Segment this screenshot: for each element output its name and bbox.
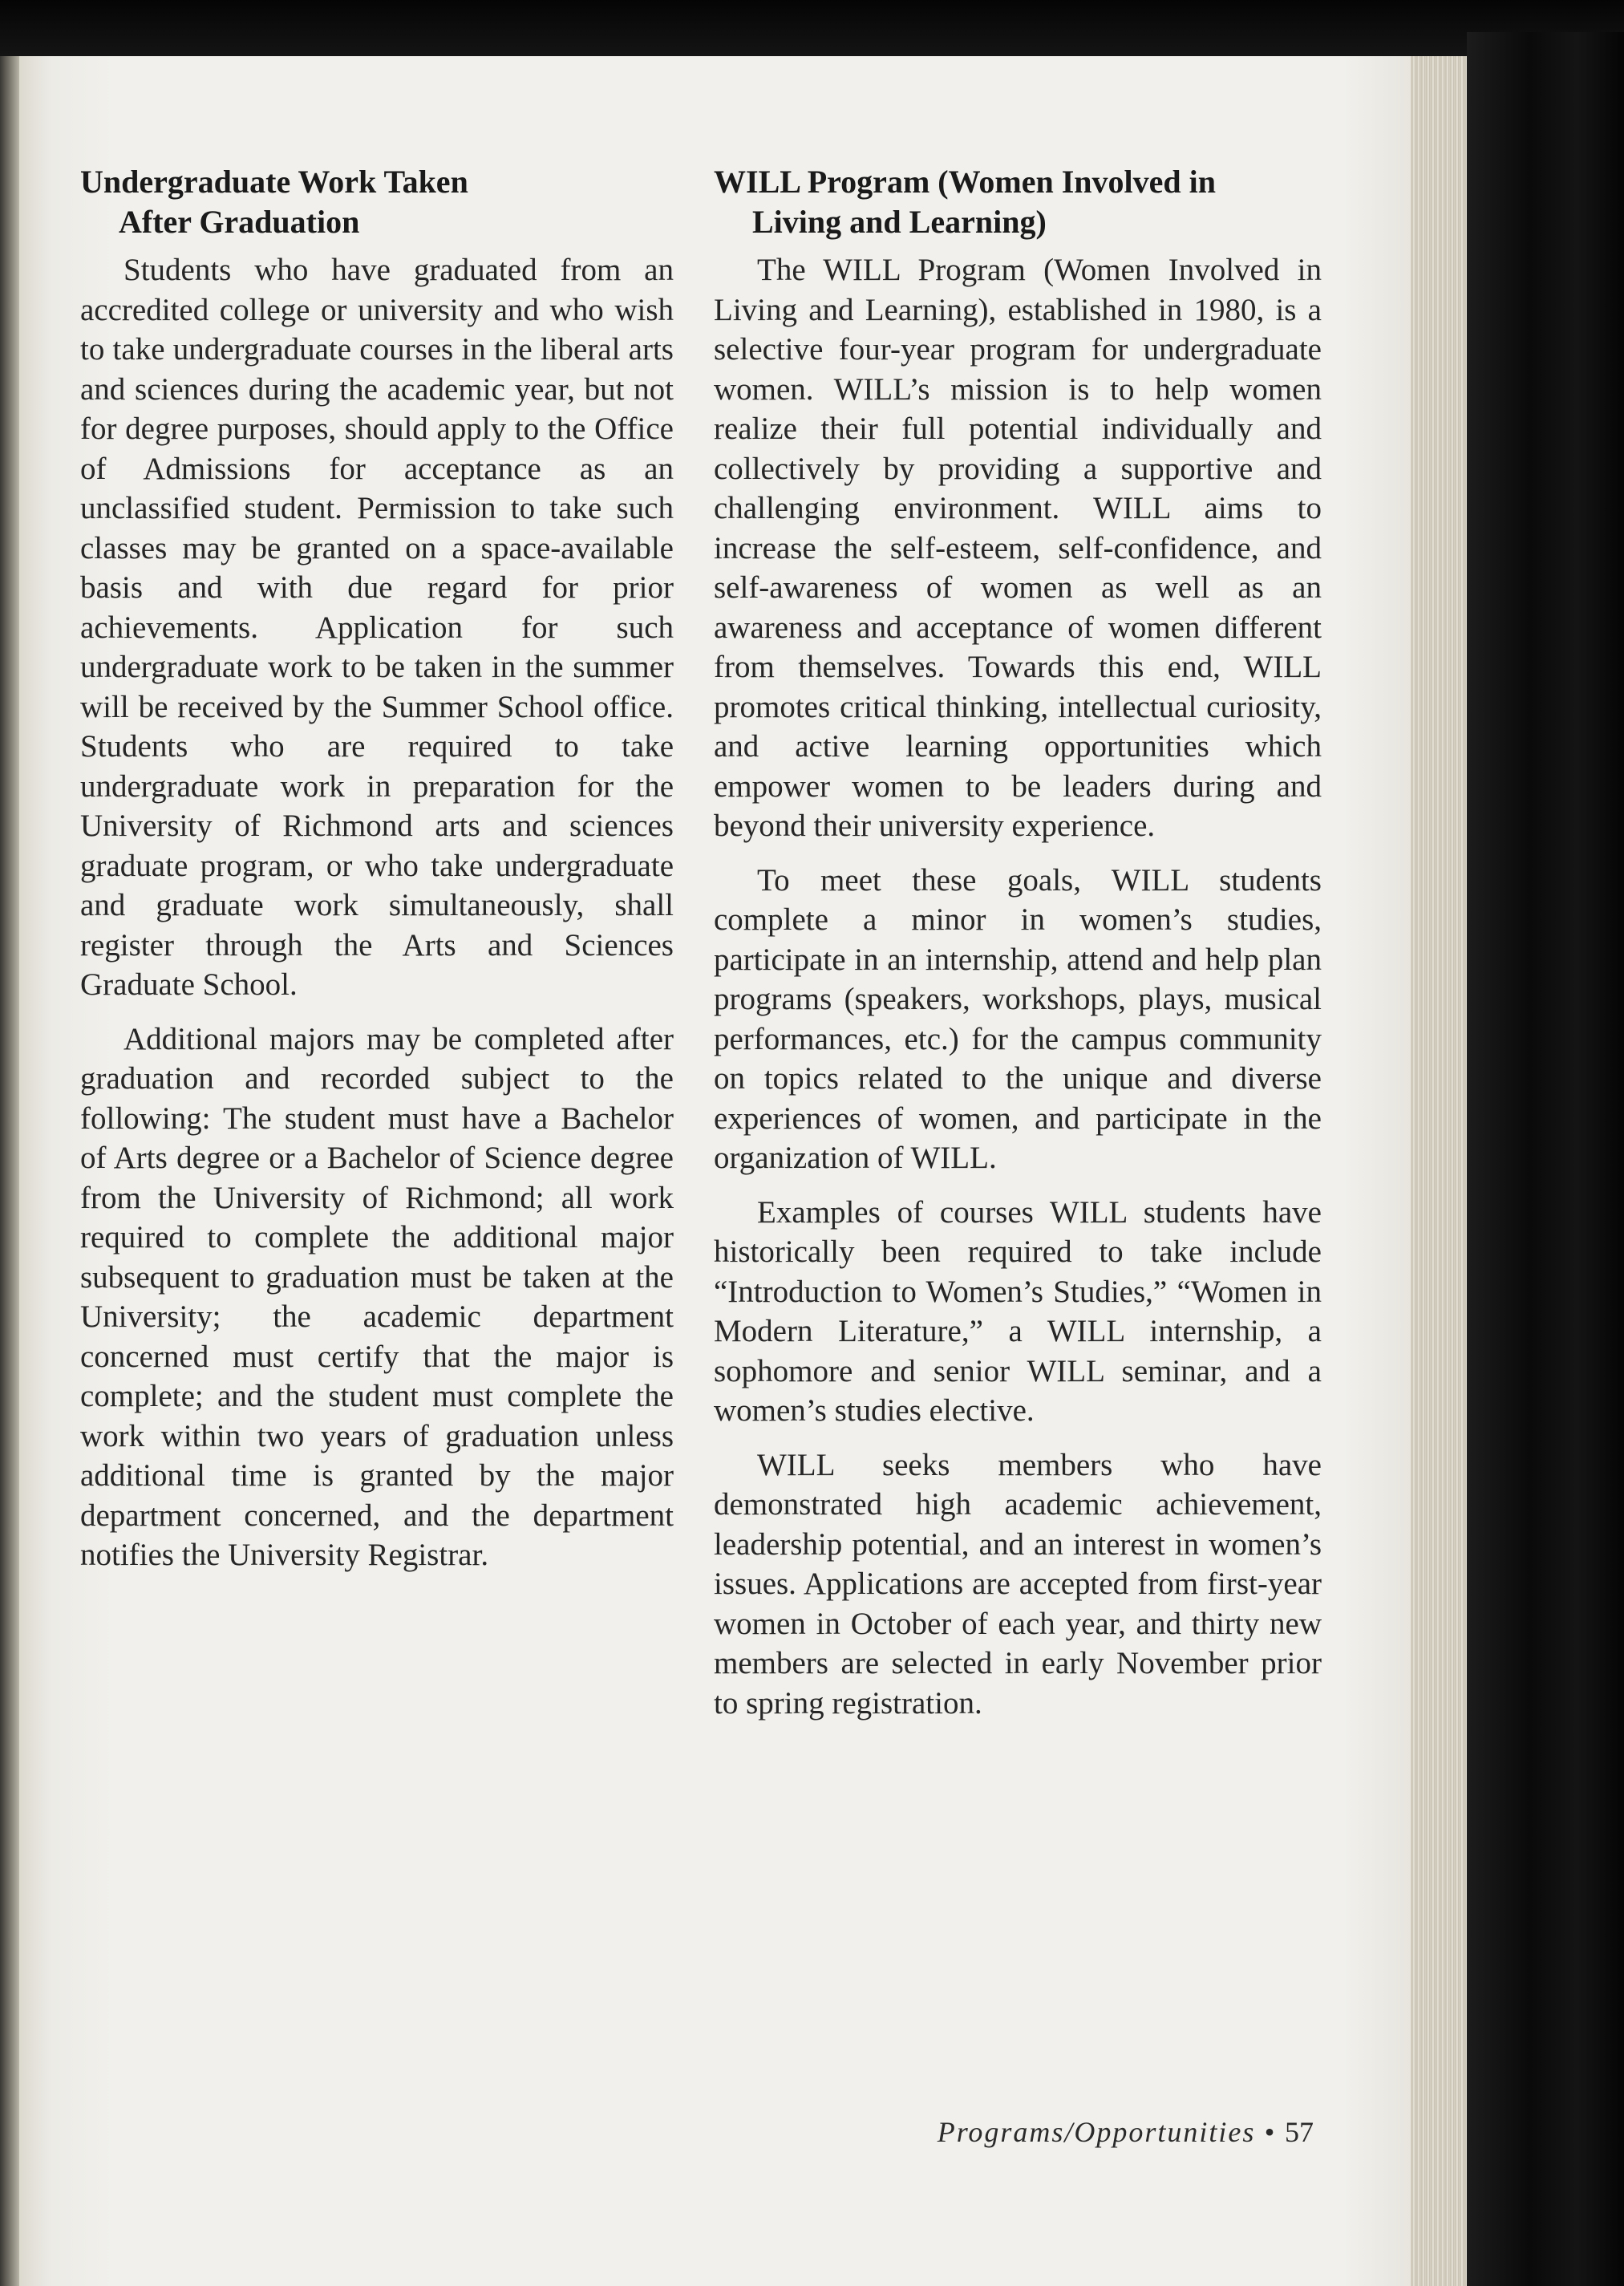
right-column bbox=[714, 162, 1322, 1737]
heading-line-2: Living and Learning) bbox=[752, 204, 1047, 240]
section-heading-undergraduate-work bbox=[80, 162, 674, 242]
scan-background-top bbox=[0, 0, 1624, 56]
page-number: 57 bbox=[1285, 2116, 1314, 2148]
footer-section-title: Programs/Opportunities bbox=[937, 2116, 1256, 2148]
paragraph: Students who have graduated from an accredited college or university and who wish to take undergraduate courses in the liberal arts and sciences during the academic year, but not for degree purposes, should apply to the Office of Admissions for acceptance as an unclassified student. Permission to take such classes may be granted on a space-available basis and with due regard for prior achievements. Application for such undergraduate work to be taken in the summer will be received by the Summer School office. Students who are required to take undergraduate work in preparation for the University of Richmond arts and sciences graduate program, or who take undergraduate and graduate work simultaneously, shall register through the Arts and Sciences Graduate School. bbox=[80, 253, 674, 1002]
paragraph: The WILL Program (Women Involved in Living and Learning), established in 1980, is a selective four-year program for undergraduate women. WILL’s mission is to help women realize their full potential individually and collectively by providing a supportive and challenging environment. WILL aims to increase the self-esteem, self-confidence, and self-awareness of women as well as an awareness and acceptance of women different from themselves. Towards this end, WILL promotes critical thinking, intellectual curiosity, and active learning opportunities which empower women to be leaders during and beyond their university experience. bbox=[714, 253, 1322, 843]
paragraph: Examples of courses WILL students have historically been required to take include “Introduction to Women’s Studies,” “Women in Modern Literature,” a WILL internship, a sophomore and senior WILL seminar, and a women’s studies elective. bbox=[714, 1194, 1322, 1428]
footer-separator: • bbox=[1264, 2116, 1276, 2148]
heading-line-2: After Graduation bbox=[119, 204, 360, 240]
paragraph: WILL seeks members who have demonstrated high academic achievement, leadership potential, and an interest in women’s issues. Applications are accepted from first-year women in October of each year, and thirty new members are selected in early November prior to spring registration. bbox=[714, 1447, 1322, 1721]
page-footer bbox=[802, 2115, 1314, 2149]
paragraph: To meet these goals, WILL students complete a minor in women’s studies, participate in an internship, attend and help plan programs (speakers, workshops, plays, musical performances, etc.) for the campus community on topics related to the unique and diverse experiences of women, and participate in the organization of WILL. bbox=[714, 862, 1322, 1175]
heading-line-1: WILL Program (Women Involved in bbox=[714, 164, 1216, 200]
heading-line-1: Undergraduate Work Taken bbox=[80, 164, 468, 200]
paragraph: Additional majors may be completed after graduation and recorded subject to the following: The student must have a Bachelor of Arts degree or a Bachelor of Science degree from the University of Richmond; all work required to complete the additional major subsequent to graduation must be taken at the University; the academic department concerned must certify that the major is complete; and the student must complete the work within two years of graduation unless additional time is granted by the major department concerned, and the department notifies the University Registrar. bbox=[80, 1021, 674, 1572]
facing-page-edge bbox=[0, 56, 19, 2286]
page-stack-edge bbox=[1411, 56, 1467, 2286]
book-cover-binding bbox=[1467, 32, 1624, 2286]
left-column bbox=[80, 162, 674, 1590]
section-heading-will-program bbox=[714, 162, 1322, 242]
